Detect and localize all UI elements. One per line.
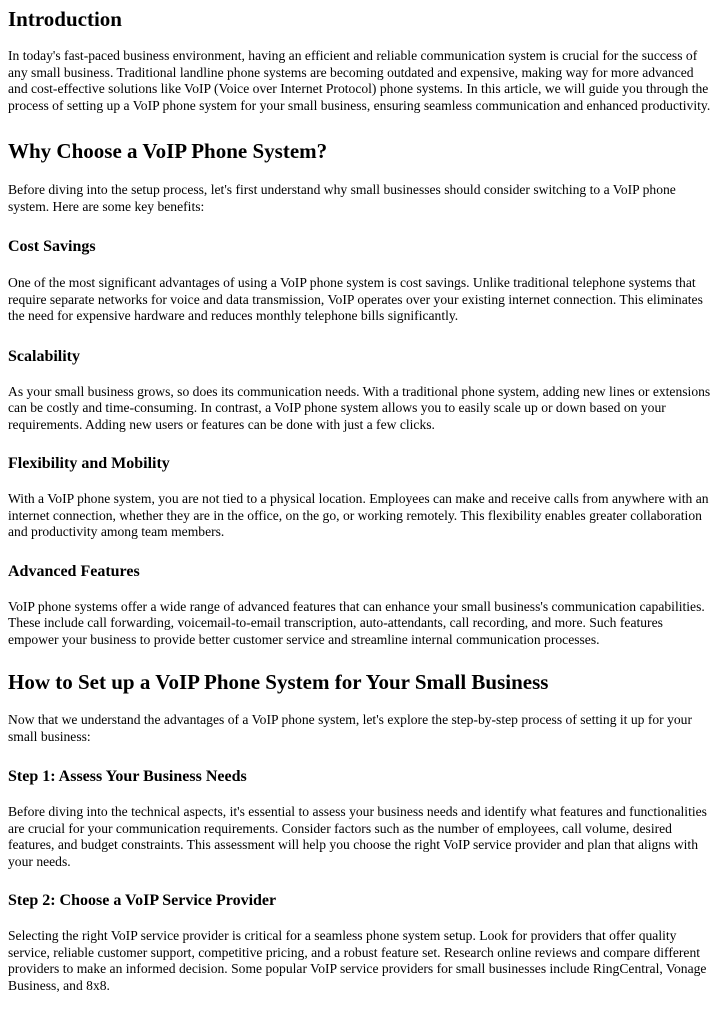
step1-heading: Step 1: Assess Your Business Needs: [8, 768, 247, 785]
introduction-paragraph: In today's fast-paced business environment, having an efficient and reliable communication system is crucial for the success of any small business. Traditional landline phone systems are becoming outdated and expensive, making way for more advanced and cost-effective solutions like VoIP (Voice over Internet Protocol) phone systems. In this article, we will guide you through the process of setting up a VoIP phone system for your small business, ensuring seamless communication and enhanced productivity.: [8, 48, 711, 113]
flexibility-heading: Flexibility and Mobility: [8, 455, 170, 472]
why-choose-paragraph: Before diving into the setup process, let's first understand why small businesses should consider switching to a VoIP phone system. Here are some key benefits:: [8, 182, 676, 214]
article: [0, 6, 720, 994]
how-to-setup-paragraph: Now that we understand the advantages of a VoIP phone system, let's explore the step-by-step process of setting it up for your small business:: [8, 712, 693, 744]
why-choose-heading: Why Choose a VoIP Phone System?: [8, 139, 328, 163]
cost-savings-heading: Cost Savings: [8, 238, 96, 255]
flexibility-paragraph: With a VoIP phone system, you are not tied to a physical location. Employees can make and receive calls from anywhere with an internet connection, whether they are in the office, on the go, or working remotely. This flexibility enables greater collaboration and productivity among team members.: [8, 491, 709, 539]
how-to-setup-heading: How to Set up a VoIP Phone System for Your Small Business: [8, 670, 549, 694]
advanced-features-paragraph: VoIP phone systems offer a wide range of advanced features that can enhance your small business's communication capabilities. These include call forwarding, voicemail-to-email transcription, auto-attendants, call recording, and more. Such features empower your business to provide better customer service and streamline internal communication processes.: [8, 598, 705, 647]
step2-heading: Step 2: Choose a VoIP Service Provider: [8, 892, 277, 909]
step1-paragraph: Before diving into the technical aspects, it's essential to assess your business needs and identify what features and functionalities are crucial for your communication requirements. Consider factors such as the number of employees, call volume, desired features, and budget constraints. This assessment will help you choose the right VoIP service provider and plan that aligns with your needs.: [8, 804, 707, 869]
scalability-paragraph: As your small business grows, so does its communication needs. With a traditional phone system, adding new lines or extensions can be costly and time-consuming. In contrast, a VoIP phone system allows you to easily scale up or down based on your requirements. Adding new users or features can be done with just a few clicks.: [8, 383, 711, 432]
cost-savings-paragraph: One of the most significant advantages of using a VoIP phone system is cost savings. Unlike traditional telephone systems that require separate networks for voice and data transmission, VoIP operates over your existing internet connection. This eliminates the need for expensive hardware and reduces monthly telephone bills significantly.: [8, 275, 703, 323]
step2-paragraph: Selecting the right VoIP service provider is critical for a seamless phone system setup. Look for providers that offer quality service, reliable customer support, competitive pricing, and a robust feature set. Research online reviews and compare different providers to make an informed decision. Some popular VoIP service providers for small businesses include RingCentral, Vonage Business, and 8x8.: [8, 928, 707, 993]
advanced-features-heading: Advanced Features: [8, 562, 140, 580]
scalability-heading: Scalability: [8, 347, 81, 365]
introduction-heading: Introduction: [8, 7, 122, 31]
